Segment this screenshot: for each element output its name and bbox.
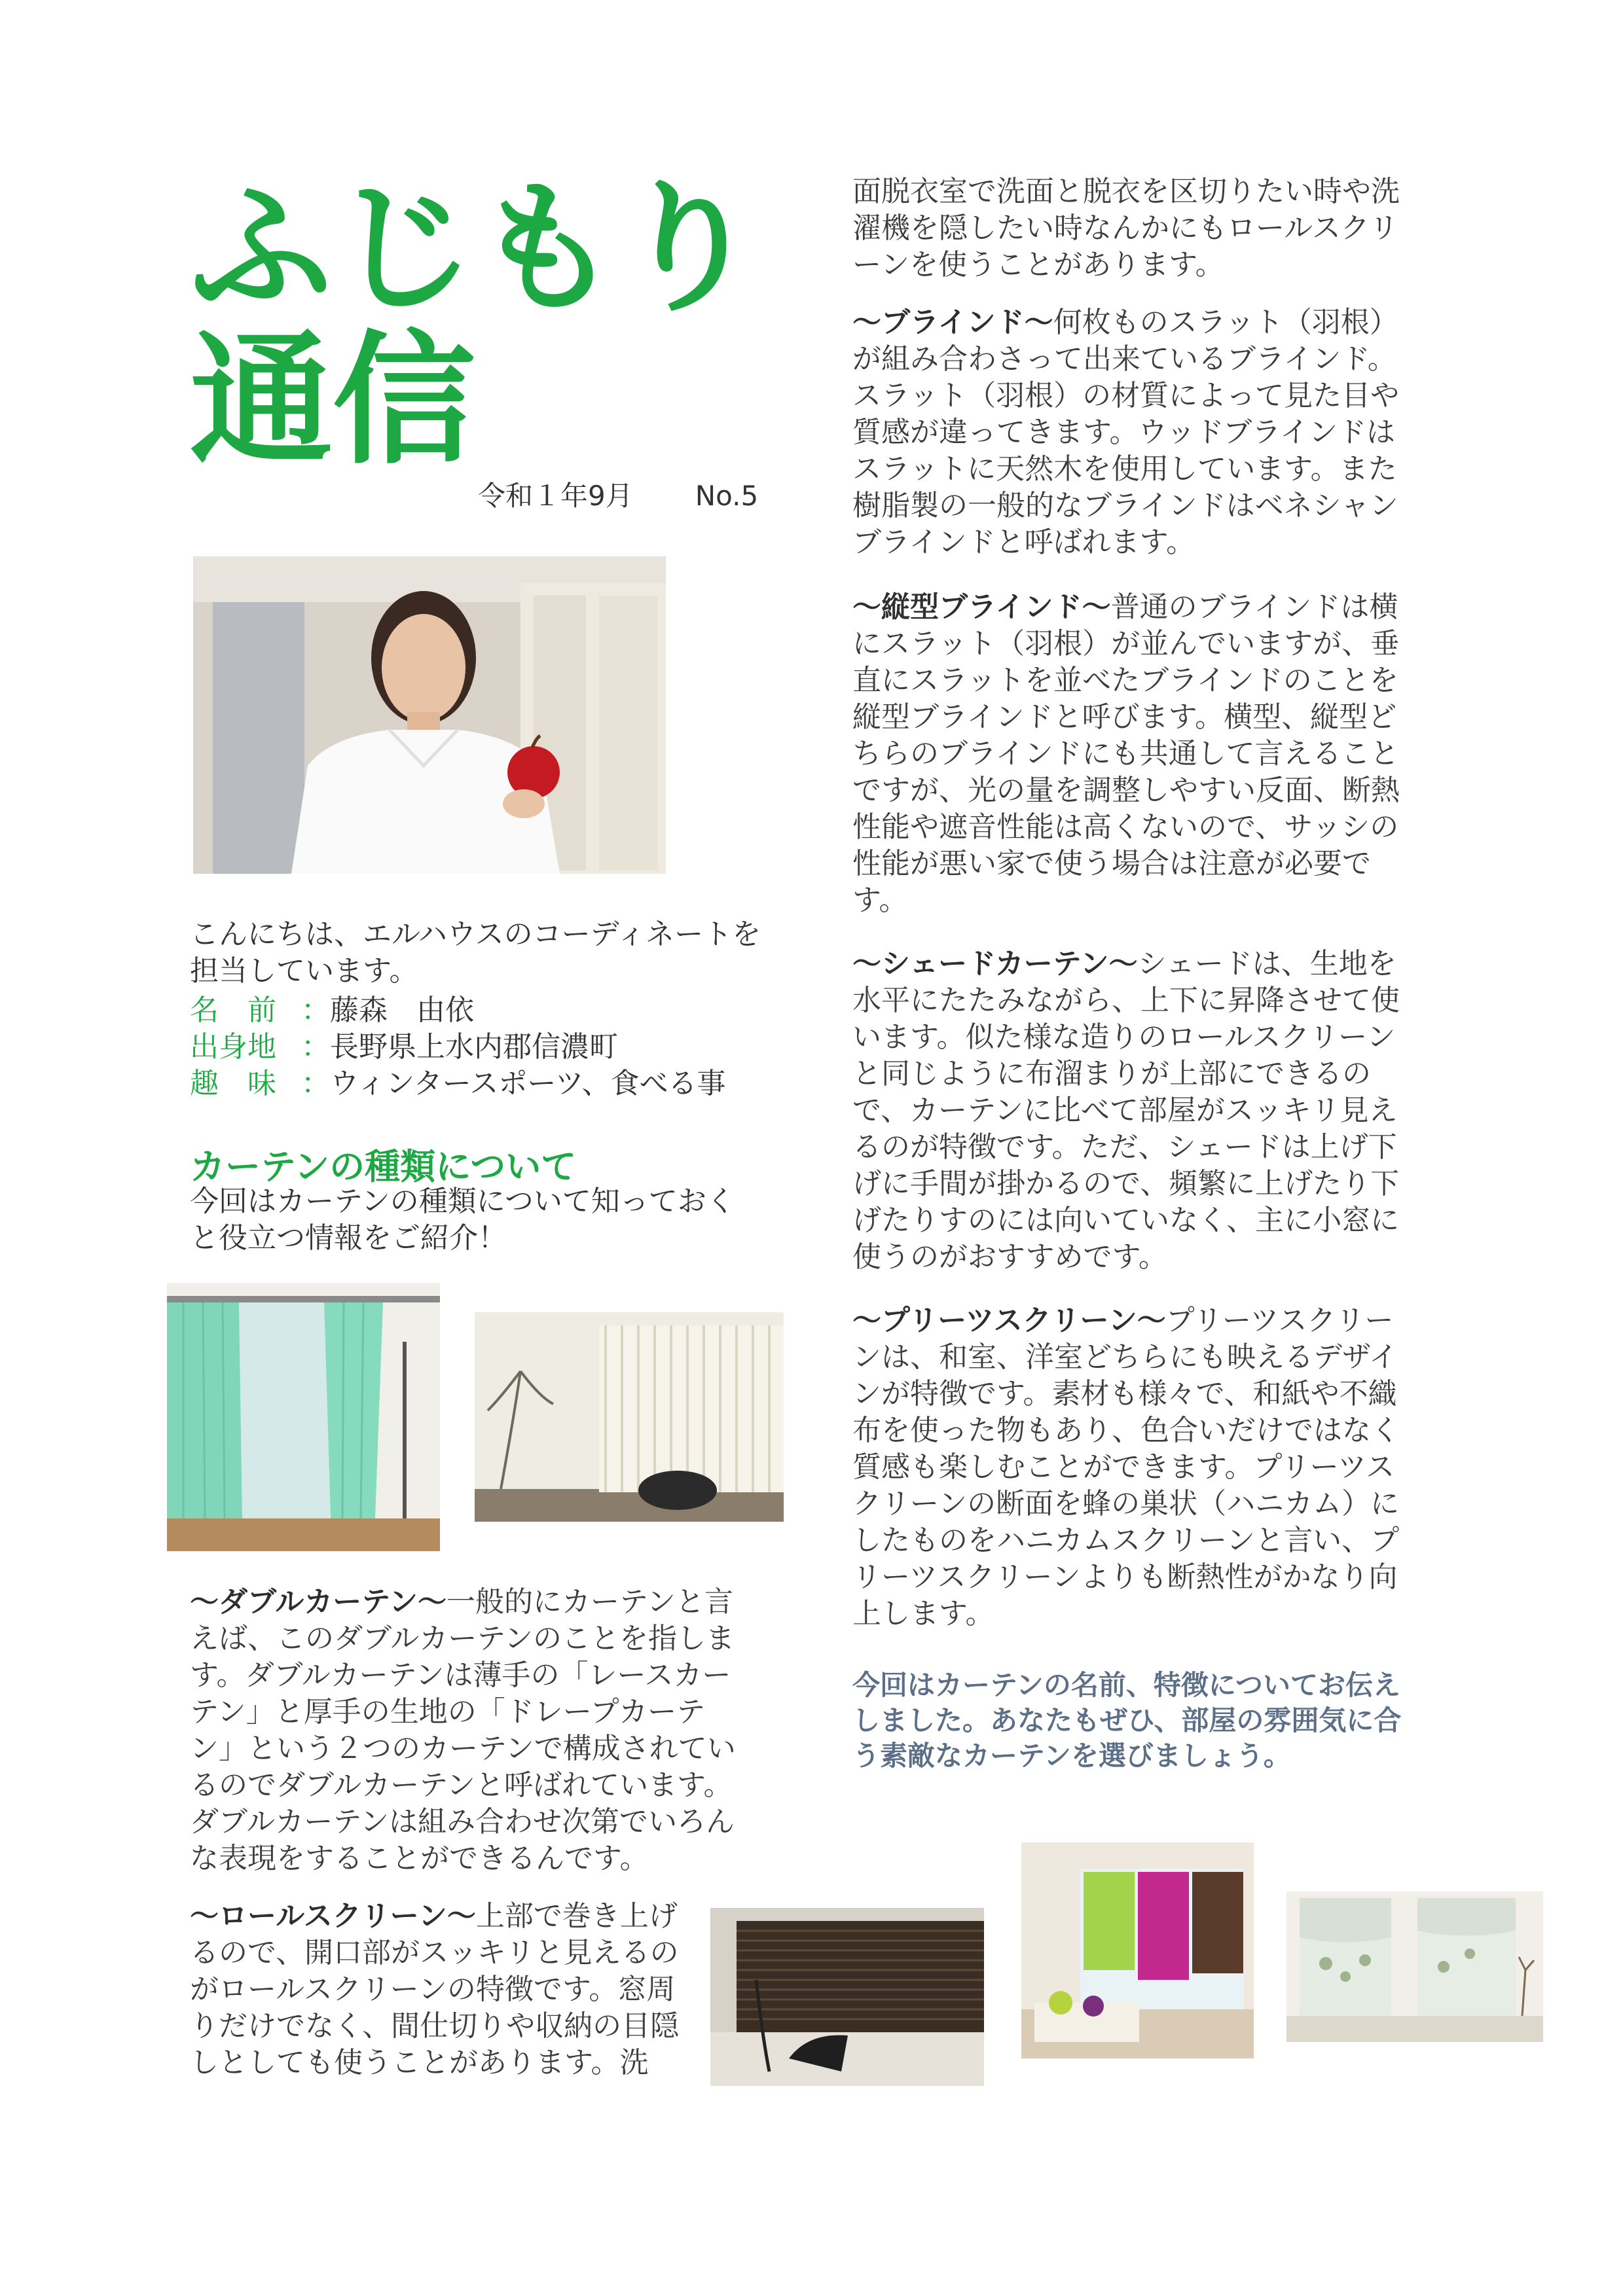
profile-value: 長野県上水内郡信濃町 bbox=[330, 1030, 618, 1064]
article-body: プリーツスクリーンは、和室、洋室どちらにも映えるデザインが特徴です。素材も様々で、和紙や不織布を使った物もあり、色合いだけではなく質感も楽しむことができます。プリーツスクリーンの断面を蜂の巣状（ハニカム）にしたものをハニカムスクリーンと言い、プリーツスクリーンよりも断熱性がかなり向上します。 bbox=[852, 1304, 1400, 1630]
profile-row-hobby: 趣 味 ：ウィンタースポーツ、食べる事 bbox=[190, 1066, 726, 1102]
shade-curtain-photo bbox=[1286, 1892, 1543, 2042]
issue-date bbox=[478, 475, 758, 514]
article-body: 何枚ものスラット（羽根）が組み合わさって出来ているブラインド。スラット（羽根）の材質によって見た目や質感が違ってきます。ウッドブラインドはスラットに天然木を使用しています。また樹脂製の一般的なブラインドはベネシャンブラインドと呼ばれます。 bbox=[852, 306, 1400, 559]
wood-blind-photo bbox=[710, 1908, 984, 2086]
color-roll-screen-photo bbox=[1021, 1842, 1254, 2058]
issue-number: No.5 bbox=[695, 480, 759, 512]
article-heading: ～ダブルカーテン～ bbox=[190, 1585, 447, 1619]
article-double-curtain bbox=[190, 1584, 746, 1877]
title-line-1: ふじもり bbox=[190, 166, 761, 332]
portrait-photo bbox=[193, 556, 666, 874]
article-body: 普通のブラインドは横にスラット（羽根）が並んでいますが、垂直にスラットを並べたブラインドのことを縦型ブラインドと呼びます。横型、縦型どちらのブラインドにも共通して言えることですが、光の量を調整しやすい反面、断熱性能や遮音性能は高くないので、サッシの性能が悪い家で使う場合は注意が必要です。 bbox=[852, 590, 1400, 917]
greeting-text: こんにちは、エルハウスのコーディネートを担当しています。 bbox=[190, 918, 761, 988]
article-heading: ～ロールスクリーン～ bbox=[190, 1899, 476, 1933]
article-heading: ～シェードカーテン～ bbox=[852, 947, 1138, 980]
closing-message: 今回はカーテンの名前、特徴についてお伝えしました。あなたもぜひ、部屋の雰囲気に合う素敵なカーテンを選びましょう。 bbox=[852, 1669, 1402, 1772]
profile-label: 出身地 bbox=[190, 1030, 276, 1064]
article-roll-screen-continued: 面脱衣室で洗面と脱衣を区切りたい時や洗濯機を隠したい時なんかにもロールスクリーンを使うことがあります。 bbox=[852, 175, 1400, 281]
profile-list bbox=[190, 992, 726, 1102]
title-line-2: 通信 bbox=[190, 318, 475, 484]
double-curtain-photo bbox=[167, 1283, 440, 1551]
article-body: シェードは、生地を水平にたたみながら、上下に昇降させて使います。似た様な造りのロールスクリーンと同じように布溜まりが上部にできるので、カーテンに比べて部屋がスッキリ見えるのが特徴です。ただ、シェードは上げ下げに手間が掛かるので、頻繁に上げたり下げたりすのには向いていなく、主に小窓に使うのがおすすめです。 bbox=[852, 947, 1400, 1274]
profile-value: ウィンタースポーツ、食べる事 bbox=[330, 1067, 726, 1100]
article-heading: ～縦型ブラインド～ bbox=[852, 590, 1111, 624]
article-vertical-blind bbox=[852, 589, 1409, 919]
vertical-blind-photo bbox=[475, 1312, 784, 1522]
profile-row-name: 名 前 ：藤森 由依 bbox=[190, 992, 726, 1029]
article-heading: ～ブラインド～ bbox=[852, 306, 1053, 339]
section-title: カーテンの種類について bbox=[190, 1146, 577, 1187]
article-blind bbox=[852, 304, 1409, 561]
article-body: 一般的にカーテンと言えば、このダブルカーテンのことを指します。ダブルカーテンは薄手の「レースカーテン」と厚手の生地の「ドレープカーテン」という２つのカーテンで構成されているのでダブルカーテンと呼ばれています。ダブルカーテンは組み合わせ次第でいろんな表現をすることができるんです。 bbox=[190, 1585, 736, 1875]
profile-row-birthplace: 出身地 ：長野県上水内郡信濃町 bbox=[190, 1029, 726, 1066]
profile-label: 名 前 bbox=[190, 994, 276, 1027]
profile-value: 藤森 由依 bbox=[330, 994, 474, 1027]
article-pleats-screen bbox=[852, 1302, 1409, 1632]
article-body: 上部で巻き上げるので、開口部がスッキリと見えるのがロールスクリーンの特徴です。窓周りだけでなく、間仕切りや収納の目隠しとしても使うことがあります。洗 bbox=[190, 1899, 680, 2079]
section-intro: 今回はカーテンの種類について知っておくと役立つ情報をご紹介！ bbox=[190, 1185, 735, 1255]
article-roll-screen bbox=[190, 1898, 687, 2081]
article-heading: ～プリーツスクリーン～ bbox=[852, 1304, 1166, 1337]
date-text: 令和１年9月 bbox=[478, 480, 633, 512]
article-shade-curtain bbox=[852, 946, 1409, 1276]
profile-label: 趣 味 bbox=[190, 1067, 276, 1100]
newsletter-title bbox=[190, 166, 779, 484]
